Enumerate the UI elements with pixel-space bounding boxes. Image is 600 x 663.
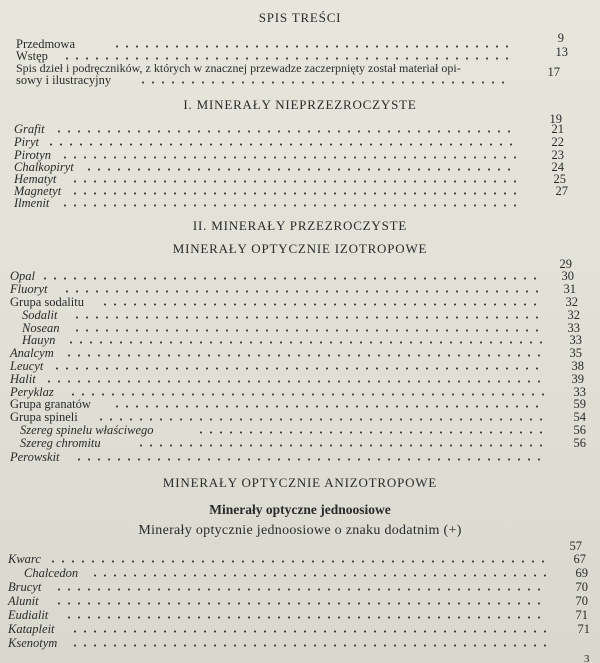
dot-leader [48, 560, 546, 563]
section-subsubheading: Minerały optycznie jednoosiowe o znaku dodatnim (+) [138, 523, 462, 538]
dot-leader [60, 156, 518, 159]
dot-leader [52, 367, 542, 370]
dot-leader [54, 130, 518, 133]
dot-leader [72, 329, 542, 332]
dot-leader [64, 354, 542, 357]
dot-leader [68, 393, 546, 396]
dot-leader [100, 303, 540, 306]
section-subheading: MINERAŁY OPTYCZNIE IZOTROPOWE [172, 241, 428, 256]
dot-leader [70, 192, 520, 195]
dot-leader [70, 644, 550, 647]
dot-leader [112, 45, 510, 48]
section-heading: MINERAŁY OPTYCZNIE ANIZOTROPOWE [162, 475, 438, 490]
section-heading: I. MINERAŁY NIEPRZEZROCZYSTE [183, 97, 417, 112]
dot-leader [54, 602, 548, 605]
section-subheading: Minerały optyczne jednoosiowe [209, 502, 391, 517]
dot-leader [62, 57, 510, 60]
dot-leader [138, 81, 510, 84]
dot-leader [54, 588, 548, 591]
dot-leader [66, 341, 542, 344]
dot-leader [90, 574, 546, 577]
dot-leader [64, 616, 548, 619]
page-title: SPIS TREŚCI [258, 10, 342, 25]
dot-leader [96, 418, 546, 421]
dot-leader [70, 630, 548, 633]
dot-leader [44, 380, 544, 383]
dot-leader [74, 458, 546, 461]
dot-leader [60, 204, 522, 207]
dot-leader [70, 180, 518, 183]
document-page: SPIS TREŚCI Przedmowa 9 Wstęp 13 Spis dzieł i podręczników, z których w znacznej przewadze zaczerpnięty został materiał opi- sowy i ilustracyjny 17 I. MINERAŁY NIEPRZEZROCZYSTE 19 Grafit 21 Piryt 22 Pirotyn 23 Chalkopiryt 24 Hematyt 25 Magnetyt 27 Ilmenit II. MINERAŁY PRZEZROCZYSTE MINERAŁY OPTYCZNIE IZOTROPOWE 29 Opal 30 Fluoryt 31 Grupa sodalitu 32 Sodalit 32 Nosean 33 Hauyn 33 Analcym 35 Leucyt 38 Halit 39 Peryklaz 33 Grupa granatów 59 Grupa spineli 54 Szereg spinelu właściwego 56 Szereg chromitu 56 Perowskit MINERAŁY OPTYCZNIE ANIZOTROPOWE Minerały optyczne jednoosiowe Minerały optycznie jednoosiowe o znaku dodatnim (+) 57 Kwarc 67 Chalcedon 69 Brucyt 70 Alunit 70 Eudialit 71 Katapleit 71 Ksenotym 3 [0, 0, 600, 663]
dot-leader [46, 143, 518, 146]
section-heading: II. MINERAŁY PRZEZROCZYSTE [192, 218, 408, 233]
dot-leader [196, 431, 548, 434]
dot-leader [136, 444, 548, 447]
dot-leader [84, 168, 518, 171]
dot-leader [40, 277, 540, 280]
dot-leader [72, 316, 542, 319]
dot-leader [112, 405, 546, 408]
dot-leader [62, 290, 540, 293]
page-number: 3 [584, 653, 590, 663]
